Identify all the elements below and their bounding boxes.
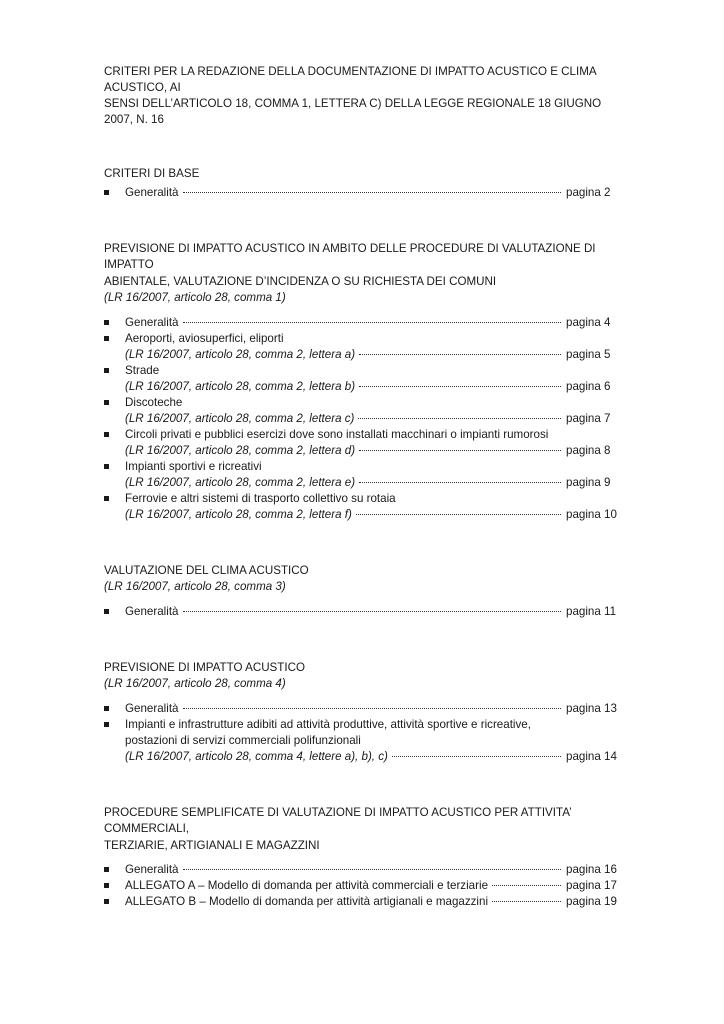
toc-entry-list — [104, 315, 616, 523]
entry-title: Generalità — [125, 315, 179, 329]
toc-entry-line — [125, 894, 616, 910]
square-bullet-icon — [104, 400, 109, 405]
section-subheading: (LR 16/2007, articolo 28, comma 4) — [104, 677, 286, 690]
dot-leader — [359, 385, 561, 387]
square-bullet-icon — [104, 883, 109, 888]
toc-entry-line — [125, 411, 616, 427]
toc-entry[interactable] — [104, 331, 616, 363]
square-bullet-icon — [104, 336, 109, 341]
page-number: pagina 13 — [566, 701, 617, 715]
toc-entry-line — [125, 749, 616, 765]
toc-entry-line — [125, 878, 616, 894]
section-heading: ABIENTALE, VALUTAZIONE D’INCIDENZA O SU RICHIESTA DEI COMUNI — [104, 274, 497, 288]
document-page — [104, 64, 616, 910]
toc-section — [104, 660, 616, 765]
dot-leader — [356, 513, 561, 515]
document-title — [104, 64, 616, 128]
toc-entry[interactable] — [104, 862, 616, 878]
title-line-2: SENSI DELL’ARTICOLO 18, COMMA 1, LETTERA C) DELLA LEGGE REGIONALE 18 GIUGNO 2007, N. 16 — [104, 97, 602, 126]
square-bullet-icon — [104, 722, 109, 727]
page-number: pagina 4 — [566, 315, 611, 329]
entry-title: Strade — [125, 363, 160, 377]
entry-title: Discoteche — [125, 395, 183, 409]
square-bullet-icon — [104, 190, 109, 195]
dot-leader — [359, 353, 561, 355]
page-number: pagina 10 — [566, 507, 617, 521]
toc-entry[interactable] — [104, 185, 616, 201]
section-subheading: (LR 16/2007, articolo 28, comma 1) — [104, 291, 286, 304]
toc-entry[interactable] — [104, 701, 616, 717]
page-number: pagina 5 — [566, 347, 611, 361]
toc-entry-line — [125, 347, 616, 363]
entry-title: Generalità — [125, 863, 179, 876]
toc-entry[interactable] — [104, 395, 616, 427]
entry-title: Aeroporti, aviosuperfici, eliporti — [125, 331, 284, 345]
page-number: pagina 7 — [566, 411, 611, 425]
page-number: pagina 8 — [566, 443, 611, 457]
square-bullet-icon — [104, 368, 109, 373]
section-heading: TERZIARIE, ARTIGIANALI E MAGAZZINI — [104, 838, 320, 852]
entry-title: Generalità — [125, 185, 179, 199]
page-number: pagina 14 — [566, 749, 617, 763]
page-number: pagina 19 — [566, 895, 617, 908]
toc-entry-line — [125, 185, 616, 201]
toc-section — [104, 241, 616, 523]
legal-reference: (LR 16/2007, articolo 28, comma 2, lettera d) — [125, 443, 356, 457]
toc-entry-line — [125, 475, 616, 491]
entry-title: postazioni di servizi commerciali polifunzionali — [125, 733, 361, 747]
square-bullet-icon — [104, 432, 109, 437]
legal-reference: (LR 16/2007, articolo 28, comma 2, lettera a) — [125, 347, 356, 361]
square-bullet-icon — [104, 899, 109, 904]
legal-reference: (LR 16/2007, articolo 28, comma 2, lettera e) — [125, 475, 356, 489]
toc-entry-list — [104, 604, 616, 620]
dot-leader — [492, 884, 561, 886]
dot-leader — [392, 755, 561, 757]
entry-title: Generalità — [125, 701, 179, 715]
entry-title: Generalità — [125, 604, 179, 618]
toc-entry-line — [125, 507, 616, 523]
dot-leader — [183, 610, 562, 612]
page-number: pagina 16 — [566, 863, 617, 876]
page-number: pagina 2 — [566, 185, 611, 199]
section-heading: PROCEDURE SEMPLIFICATE DI VALUTAZIONE DI IMPATTO ACUSTICO PER ATTIVITA’ COMMERCIALI, — [104, 805, 572, 835]
toc-entry[interactable] — [104, 459, 616, 491]
toc-entry-list — [104, 862, 616, 910]
page-number: pagina 6 — [566, 379, 611, 393]
section-heading: VALUTAZIONE DEL CLIMA ACUSTICO — [104, 563, 309, 577]
toc-entry[interactable] — [104, 894, 616, 910]
toc-entry-line — [125, 379, 616, 395]
dot-leader — [183, 868, 562, 870]
toc-entry-line — [125, 862, 616, 878]
dot-leader — [183, 321, 562, 323]
table-of-contents — [104, 166, 616, 910]
dot-leader — [359, 449, 561, 451]
entry-title: ALLEGATO B – Modello di domanda per attività artigianali e magazzini — [125, 895, 489, 908]
legal-reference: (LR 16/2007, articolo 28, comma 2, lettera b) — [125, 379, 356, 393]
entry-title: Circoli privati e pubblici esercizi dove sono installati macchinari o impianti rumorosi — [125, 427, 549, 441]
toc-entry[interactable] — [104, 315, 616, 331]
toc-section — [104, 166, 616, 201]
entry-title: Impianti sportivi e ricreativi — [125, 459, 262, 473]
toc-entry-line — [125, 701, 616, 717]
section-heading: CRITERI DI BASE — [104, 167, 200, 180]
toc-entry[interactable] — [104, 363, 616, 395]
toc-entry[interactable] — [104, 717, 616, 765]
toc-entry-line — [125, 443, 616, 459]
entry-title: Impianti e infrastrutture adibiti ad attività produttive, attività sportive e ricreative, — [125, 717, 531, 731]
square-bullet-icon — [104, 464, 109, 469]
toc-entry[interactable] — [104, 491, 616, 523]
square-bullet-icon — [104, 320, 109, 325]
square-bullet-icon — [104, 496, 109, 501]
toc-entry-list — [104, 701, 616, 765]
dot-leader — [359, 481, 561, 483]
square-bullet-icon — [104, 706, 109, 711]
legal-reference: (LR 16/2007, articolo 28, comma 2, lettera f) — [125, 507, 352, 521]
square-bullet-icon — [104, 867, 109, 872]
square-bullet-icon — [104, 609, 109, 614]
toc-section — [104, 805, 616, 911]
toc-entry-line — [125, 315, 616, 331]
dot-leader — [358, 417, 561, 419]
legal-reference: (LR 16/2007, articolo 28, comma 4, lettere a), b), c) — [125, 749, 388, 763]
dot-leader — [492, 900, 561, 902]
page-number: pagina 17 — [566, 879, 617, 892]
toc-entry-list — [104, 185, 616, 201]
page-number: pagina 11 — [566, 604, 617, 618]
toc-entry[interactable] — [104, 427, 616, 459]
entry-title: ALLEGATO A – Modello di domanda per attività commerciali e terziarie — [125, 879, 489, 892]
toc-entry[interactable] — [104, 878, 616, 894]
section-subheading: (LR 16/2007, articolo 28, comma 3) — [104, 580, 286, 593]
page-number: pagina 9 — [566, 475, 611, 489]
toc-entry[interactable] — [104, 604, 616, 620]
toc-section — [104, 563, 616, 620]
title-line-1: CRITERI PER LA REDAZIONE DELLA DOCUMENTAZIONE DI IMPATTO ACUSTICO E CLIMA ACUSTICO, AI — [104, 65, 596, 94]
toc-entry-line — [125, 604, 616, 620]
dot-leader — [183, 191, 562, 193]
entry-title: Ferrovie e altri sistemi di trasporto collettivo su rotaia — [125, 491, 396, 505]
legal-reference: (LR 16/2007, articolo 28, comma 2, lettera c) — [125, 411, 355, 425]
dot-leader — [183, 707, 562, 709]
section-heading: PREVISIONE DI IMPATTO ACUSTICO — [104, 660, 305, 674]
section-heading: PREVISIONE DI IMPATTO ACUSTICO IN AMBITO DELLE PROCEDURE DI VALUTAZIONE DI IMPATTO — [104, 241, 596, 271]
